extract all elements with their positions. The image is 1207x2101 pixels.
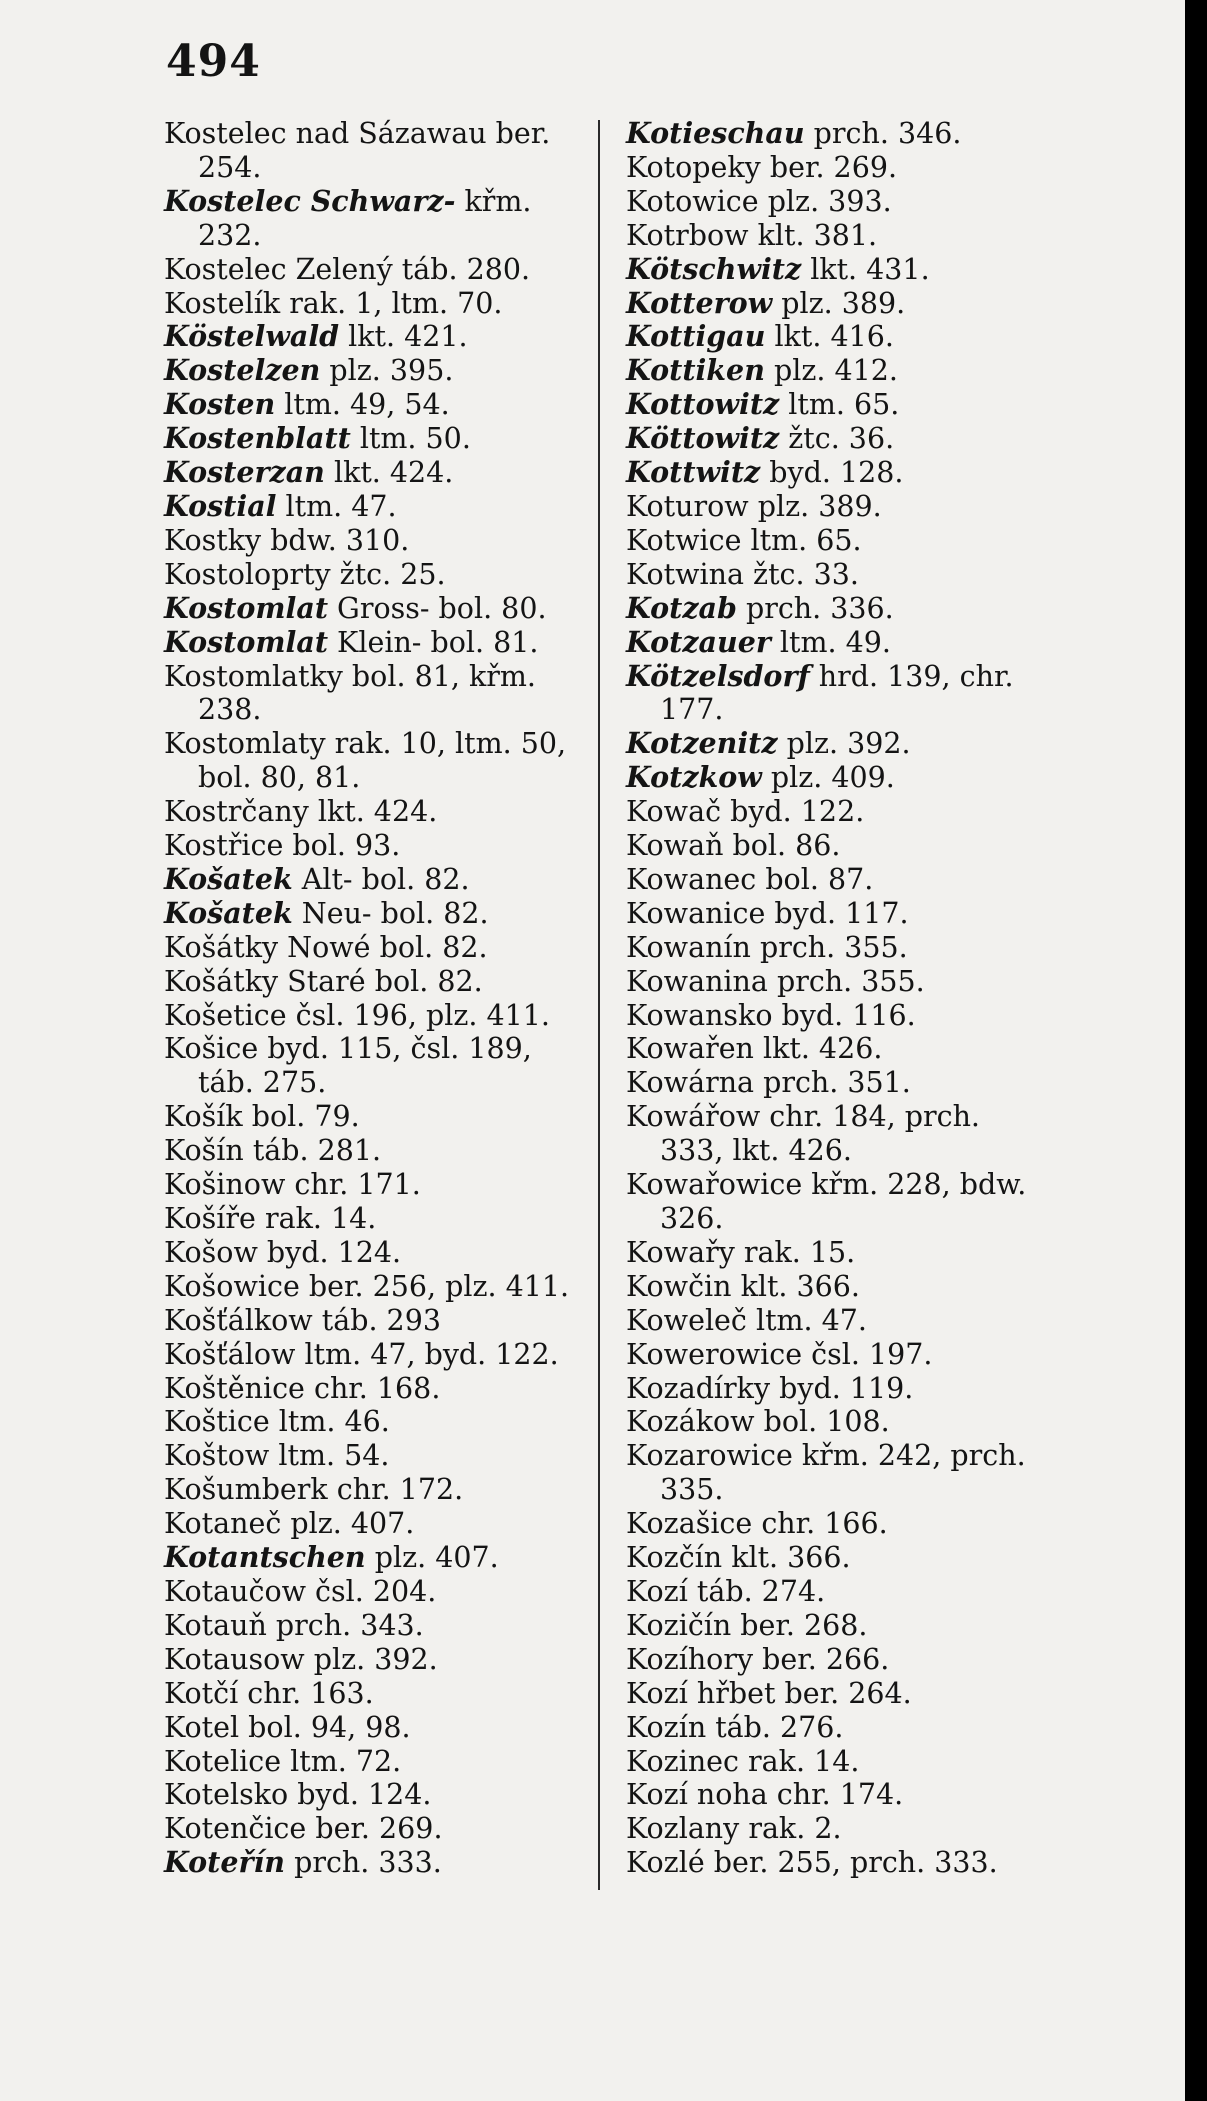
entry-line: Košowice ber. 256, plz. 411. xyxy=(164,1269,570,1303)
entry-name-italic: Kotzab xyxy=(626,590,737,625)
index-entry xyxy=(164,1270,594,1304)
entry-line: Kotwice ltm. 65. xyxy=(626,523,862,557)
entry-name-italic: Kottwitz xyxy=(626,455,761,490)
index-entry xyxy=(164,1507,594,1541)
entry-line: Kostoloprty žtc. 25. xyxy=(164,557,446,591)
entry-name-italic: Kötschwitz xyxy=(626,251,802,286)
entry-line: Kotaučow čsl. 204. xyxy=(164,1574,437,1608)
entry-continuation: 333, lkt. 426. xyxy=(660,1134,852,1168)
index-entry xyxy=(164,1846,594,1880)
entry-line: Kostomlat Gross- bol. 80. xyxy=(164,590,547,625)
index-entry xyxy=(164,354,594,388)
index-entry xyxy=(164,660,594,728)
entry-line: Koweleč ltm. 47. xyxy=(626,1303,867,1337)
entry-line: Kozí hřbet ber. 264. xyxy=(626,1676,912,1710)
entry-continuation: 335. xyxy=(660,1473,724,1507)
entry-line: Koteřín prch. 333. xyxy=(164,1845,442,1880)
index-column-right xyxy=(626,117,1056,1880)
entry-line: Kostial ltm. 47. xyxy=(164,488,397,523)
entry-line: Köttowitz žtc. 36. xyxy=(626,421,895,456)
entry-continuation: bol. 80, 81. xyxy=(198,761,361,795)
entry-line: Košátky Staré bol. 82. xyxy=(164,964,483,998)
entry-line: Košumberk chr. 172. xyxy=(164,1473,464,1507)
index-entry xyxy=(164,490,594,524)
entry-line: Kotzenitz plz. 392. xyxy=(626,726,911,761)
index-entry xyxy=(626,219,1056,253)
entry-line: Kotrbow klt. 381. xyxy=(626,218,878,252)
index-entry xyxy=(626,1609,1056,1643)
entry-name-italic: Kotzenitz xyxy=(626,726,778,761)
index-entry xyxy=(626,253,1056,287)
index-entry xyxy=(626,761,1056,795)
entry-line: Kotel bol. 94, 98. xyxy=(164,1710,411,1744)
entry-line: Košín táb. 281. xyxy=(164,1134,382,1168)
entry-line: Košow byd. 124. xyxy=(164,1235,402,1269)
entry-line: Kotantschen plz. 407. xyxy=(164,1540,499,1575)
index-entry xyxy=(164,1304,594,1338)
entry-name-italic: Kostelec Schwarz- xyxy=(164,183,456,218)
entry-line: Kotčí chr. 163. xyxy=(164,1676,374,1710)
entry-name-italic: Köttowitz xyxy=(626,421,780,456)
entry-line: Kozíhory ber. 266. xyxy=(626,1642,890,1676)
index-entry xyxy=(164,1338,594,1372)
entry-line: Kotelsko byd. 124. xyxy=(164,1778,432,1812)
index-entry xyxy=(626,626,1056,660)
entry-line: Kozí táb. 274. xyxy=(626,1574,826,1608)
entry-line: Kowerowice čsl. 197. xyxy=(626,1337,933,1371)
entry-line: Kottwitz byd. 128. xyxy=(626,455,904,490)
entry-line: Kostelec Zelený táb. 280. xyxy=(164,252,531,286)
index-entry xyxy=(626,1677,1056,1711)
index-entry xyxy=(164,1643,594,1677)
index-entry xyxy=(164,592,594,626)
entry-line: Kottigau lkt. 416. xyxy=(626,319,894,354)
entry-name-italic: Kostenblatt xyxy=(164,421,351,456)
index-entry xyxy=(164,1100,594,1134)
index-entry xyxy=(164,456,594,490)
entry-line: Kowanín prch. 355. xyxy=(626,930,908,964)
index-entry xyxy=(626,727,1056,761)
index-entry xyxy=(164,1202,594,1236)
index-entry xyxy=(164,829,594,863)
index-entry xyxy=(164,1711,594,1745)
entry-line: Kostenblatt ltm. 50. xyxy=(164,421,471,456)
index-entry xyxy=(164,185,594,253)
index-entry xyxy=(164,1236,594,1270)
entry-line: Kotaneč plz. 407. xyxy=(164,1507,415,1541)
entry-name-italic: Kostomlat xyxy=(164,590,328,625)
index-entry xyxy=(164,253,594,287)
index-entry xyxy=(164,1439,594,1473)
entry-name-italic: Kotterow xyxy=(626,285,773,320)
index-entry xyxy=(164,388,594,422)
page-number: 494 xyxy=(166,36,261,87)
index-entry xyxy=(626,1711,1056,1745)
entry-continuation: 326. xyxy=(660,1202,724,1235)
index-entry xyxy=(164,1609,594,1643)
index-entry xyxy=(164,931,594,965)
index-entry xyxy=(164,558,594,592)
entry-line: Kostomlatky bol. 81, křm. xyxy=(164,659,536,693)
index-entry xyxy=(626,1846,1056,1880)
index-entry xyxy=(164,1812,594,1846)
index-entry xyxy=(626,1812,1056,1846)
index-entry xyxy=(626,1270,1056,1304)
entry-line: Koštice ltm. 46. xyxy=(164,1405,390,1439)
entry-line: Kotzkow plz. 409. xyxy=(626,760,895,795)
entry-line: Kostelzen plz. 395. xyxy=(164,353,454,388)
index-entry xyxy=(626,1541,1056,1575)
entry-continuation: 177. xyxy=(660,693,724,727)
index-entry xyxy=(164,1372,594,1406)
entry-name-italic: Košatek xyxy=(164,861,293,896)
index-entry xyxy=(164,626,594,660)
entry-line: Kotowice plz. 393. xyxy=(626,184,892,218)
entry-line: Kowařy rak. 15. xyxy=(626,1235,856,1269)
entry-line: Kowárna prch. 351. xyxy=(626,1066,911,1100)
entry-line: Kotausow plz. 392. xyxy=(164,1642,438,1676)
entry-line: Kotzauer ltm. 49. xyxy=(626,624,891,659)
index-entry xyxy=(164,1134,594,1168)
entry-line: Kozinec rak. 14. xyxy=(626,1744,860,1778)
entry-name-italic: Kostelzen xyxy=(164,353,321,388)
entry-line: Kostřice bol. 93. xyxy=(164,829,401,863)
entry-continuation: 232. xyxy=(198,218,262,252)
index-entry xyxy=(626,1405,1056,1439)
index-entry xyxy=(626,795,1056,829)
column-divider xyxy=(598,120,600,1890)
index-entry xyxy=(626,151,1056,185)
entry-line: Kostomlat Klein- bol. 81. xyxy=(164,624,539,659)
entry-line: Kozlany rak. 2. xyxy=(626,1812,842,1846)
index-entry xyxy=(164,1541,594,1575)
entry-name-italic: Kottiken xyxy=(626,353,765,388)
index-column-left xyxy=(164,117,594,1880)
entry-continuation: 254. xyxy=(198,150,262,184)
entry-line: Košík bol. 79. xyxy=(164,1100,360,1134)
entry-name-italic: Köstelwald xyxy=(164,319,340,354)
index-entry xyxy=(626,558,1056,592)
index-entry xyxy=(626,1338,1056,1372)
entry-line: Kowařowice křm. 228, bdw. xyxy=(626,1168,1027,1202)
index-entry xyxy=(626,422,1056,456)
entry-line: Kostelík rak. 1, ltm. 70. xyxy=(164,286,503,320)
index-entry xyxy=(626,1745,1056,1779)
index-entry xyxy=(626,117,1056,151)
index-entry xyxy=(164,1168,594,1202)
entry-line: Kostelec nad Sázawau ber. xyxy=(164,117,551,150)
entry-line: Kotzab prch. 336. xyxy=(626,590,894,625)
entry-line: Kosten ltm. 49, 54. xyxy=(164,387,450,422)
index-entry xyxy=(164,1745,594,1779)
entry-line: Koštěnice chr. 168. xyxy=(164,1371,441,1405)
index-entry xyxy=(164,1778,594,1812)
index-entry xyxy=(164,1405,594,1439)
entry-line: Kozákow bol. 108. xyxy=(626,1405,890,1439)
entry-line: Kozičín ber. 268. xyxy=(626,1608,868,1642)
entry-line: Kowaň bol. 86. xyxy=(626,829,841,863)
index-entry xyxy=(164,897,594,931)
entry-line: Kotelice ltm. 72. xyxy=(164,1744,402,1778)
index-entry xyxy=(626,1507,1056,1541)
index-entry xyxy=(626,660,1056,728)
entry-line: Köstelwald lkt. 421. xyxy=(164,319,468,354)
index-entry xyxy=(626,524,1056,558)
index-entry xyxy=(626,965,1056,999)
entry-line: Košťálkow táb. 293 xyxy=(164,1303,441,1337)
entry-line: Kötschwitz lkt. 431. xyxy=(626,251,930,286)
entry-name-italic: Kottowitz xyxy=(626,387,780,422)
index-entry xyxy=(626,490,1056,524)
entry-name-italic: Kotzkow xyxy=(626,760,762,795)
entry-line: Kostrčany lkt. 424. xyxy=(164,795,438,829)
index-entry xyxy=(164,117,594,185)
entry-line: Kowanina prch. 355. xyxy=(626,964,925,998)
entry-name-italic: Kostial xyxy=(164,488,277,523)
entry-name-italic: Kötzelsdorf xyxy=(626,658,810,693)
entry-line: Kozlé ber. 255, prch. 333. xyxy=(626,1846,998,1880)
entry-line: Košatek Neu- bol. 82. xyxy=(164,895,489,930)
entry-line: Kotieschau prch. 346. xyxy=(626,116,962,150)
index-entry xyxy=(626,185,1056,219)
entry-line: Kozčín klt. 366. xyxy=(626,1541,851,1575)
index-entry xyxy=(626,592,1056,626)
index-entry xyxy=(164,287,594,321)
entry-line: Kotwina žtc. 33. xyxy=(626,557,859,591)
index-entry xyxy=(164,1575,594,1609)
entry-line: Kowanice byd. 117. xyxy=(626,896,909,930)
entry-line: Kowač byd. 122. xyxy=(626,795,865,829)
index-entry xyxy=(626,999,1056,1033)
entry-line: Kowářow chr. 184, prch. xyxy=(626,1100,980,1134)
entry-line: Kostky bdw. 310. xyxy=(164,523,410,557)
entry-line: Kowansko byd. 116. xyxy=(626,998,916,1032)
index-entry xyxy=(626,354,1056,388)
entry-line: Kowanec bol. 87. xyxy=(626,862,874,896)
entry-name-italic: Kostomlat xyxy=(164,624,328,659)
entry-line: Košťálow ltm. 47, byd. 122. xyxy=(164,1337,559,1371)
entry-name-italic: Kotantschen xyxy=(164,1540,366,1575)
index-entry xyxy=(626,1372,1056,1406)
entry-line: Košice byd. 115, čsl. 189, xyxy=(164,1032,532,1066)
entry-name-italic: Koteřín xyxy=(164,1845,286,1880)
entry-line: Kotenčice ber. 269. xyxy=(164,1812,443,1846)
entry-line: Kötzelsdorf hrd. 139, chr. xyxy=(626,658,1014,693)
entry-line: Košetice čsl. 196, plz. 411. xyxy=(164,998,550,1032)
index-entry xyxy=(164,795,594,829)
index-entry xyxy=(626,320,1056,354)
entry-name-italic: Kosten xyxy=(164,387,276,422)
entry-line: Kosterzan lkt. 424. xyxy=(164,455,454,490)
index-entry xyxy=(626,1439,1056,1507)
index-entry xyxy=(626,931,1056,965)
index-entry xyxy=(164,320,594,354)
entry-line: Kowčin klt. 366. xyxy=(626,1269,860,1303)
index-entry xyxy=(626,1304,1056,1338)
entry-line: Kowařen lkt. 426. xyxy=(626,1032,883,1066)
entry-line: Koturow plz. 389. xyxy=(626,489,882,523)
index-entry xyxy=(626,388,1056,422)
index-entry xyxy=(626,1236,1056,1270)
index-entry xyxy=(626,863,1056,897)
entry-line: Kotauň prch. 343. xyxy=(164,1608,424,1642)
entry-line: Kozarowice křm. 242, prch. xyxy=(626,1439,1026,1473)
index-entry xyxy=(626,1168,1056,1236)
index-entry xyxy=(626,1100,1056,1168)
index-entry xyxy=(626,1778,1056,1812)
index-entry xyxy=(626,456,1056,490)
index-entry xyxy=(164,999,594,1033)
entry-name-italic: Kotieschau xyxy=(626,116,805,150)
index-entry xyxy=(164,1032,594,1100)
entry-line: Kotopeky ber. 269. xyxy=(626,150,898,184)
index-entry xyxy=(164,727,594,795)
index-entry xyxy=(626,1032,1056,1066)
index-entry xyxy=(626,1575,1056,1609)
entry-name-italic: Košatek xyxy=(164,895,293,930)
index-entry xyxy=(626,1066,1056,1100)
index-entry xyxy=(626,897,1056,931)
entry-line: Kostelec Schwarz- křm. xyxy=(164,183,532,218)
entry-line: Kozadírky byd. 119. xyxy=(626,1371,914,1405)
entry-line: Koštow ltm. 54. xyxy=(164,1439,390,1473)
index-entry xyxy=(626,287,1056,321)
entry-line: Kostomlaty rak. 10, ltm. 50, xyxy=(164,727,567,761)
entry-continuation: táb. 275. xyxy=(198,1066,327,1100)
entry-line: Kottiken plz. 412. xyxy=(626,353,898,388)
entry-line: Kozí noha chr. 174. xyxy=(626,1778,904,1812)
index-entry xyxy=(164,422,594,456)
entry-name-italic: Kosterzan xyxy=(164,455,325,490)
entry-line: Kozín táb. 276. xyxy=(626,1710,844,1744)
entry-line: Košinow chr. 171. xyxy=(164,1168,421,1202)
index-entry xyxy=(626,1643,1056,1677)
index-entry xyxy=(164,1677,594,1711)
entry-line: Kotterow plz. 389. xyxy=(626,285,906,320)
entry-name-italic: Kottigau xyxy=(626,319,766,354)
index-entry xyxy=(164,965,594,999)
entry-line: Kottowitz ltm. 65. xyxy=(626,387,900,422)
index-entry xyxy=(164,1473,594,1507)
entry-name-italic: Kotzauer xyxy=(626,624,771,659)
index-entry xyxy=(164,863,594,897)
entry-line: Košatek Alt- bol. 82. xyxy=(164,861,470,896)
entry-continuation: 238. xyxy=(198,693,262,727)
entry-line: Košátky Nowé bol. 82. xyxy=(164,930,488,964)
entry-line: Kozašice chr. 166. xyxy=(626,1507,888,1541)
index-entry xyxy=(164,524,594,558)
entry-line: Košíře rak. 14. xyxy=(164,1202,377,1235)
index-entry xyxy=(626,829,1056,863)
